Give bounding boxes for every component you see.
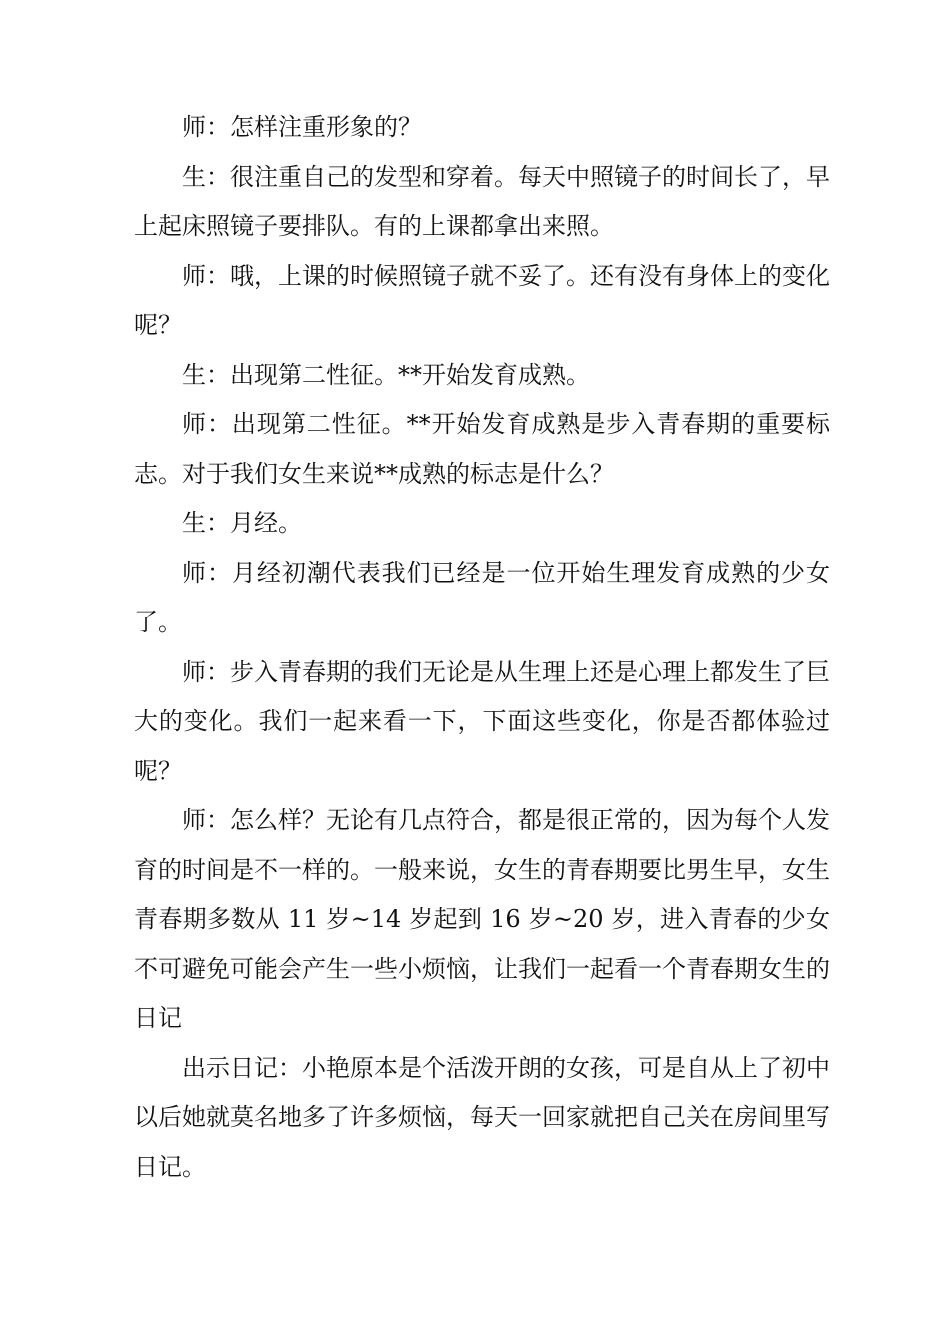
paragraph-10: 出示日记：小艳原本是个活泼开朗的女孩，可是自从上了初中以后她就莫名地多了许多烦恼，每天一回家就把自己关在房间里写日记。 <box>134 1053 830 1181</box>
paragraph-6: 生：月经。 <box>182 509 302 537</box>
paragraph-7: 师：月经初潮代表我们已经是一位开始生理发育成熟的少女了。 <box>134 558 830 636</box>
paragraph-4: 生：出现第二性征。**开始发育成熟。 <box>182 360 590 389</box>
paragraph-9: 师：怎么样？无论有几点符合，都是很正常的，因为每个人发育的时间是不一样的。一般来说，女生的青春期要比男生早，女生青春期多数从 11 岁~14 岁起到 16 岁~20 岁，进入青春的少女不可避免可能会产生一些小烦恼，让我们一起看一个青春期女生的日记 <box>134 806 830 1032</box>
paragraph-3: 师：哦，上课的时候照镜子就不妥了。还有没有身体上的变化呢？ <box>134 261 830 339</box>
paragraph-5: 师：出现第二性征。**开始发育成熟是步入青春期的重要标志。对于我们女生来说**成熟的标志是什么？ <box>134 410 830 488</box>
paragraph-8: 师：步入青春期的我们无论是从生理上还是心理上都发生了巨大的变化。我们一起来看一下，下面这些变化，你是否都体验过呢？ <box>134 657 830 785</box>
paragraph-2: 生：很注重自己的发型和穿着。每天中照镜子的时间长了，早上起床照镜子要排队。有的上课都拿出来照。 <box>134 162 830 240</box>
paragraph-1: 师：怎样注重形象的？ <box>182 113 422 141</box>
document-body <box>134 103 830 1192</box>
